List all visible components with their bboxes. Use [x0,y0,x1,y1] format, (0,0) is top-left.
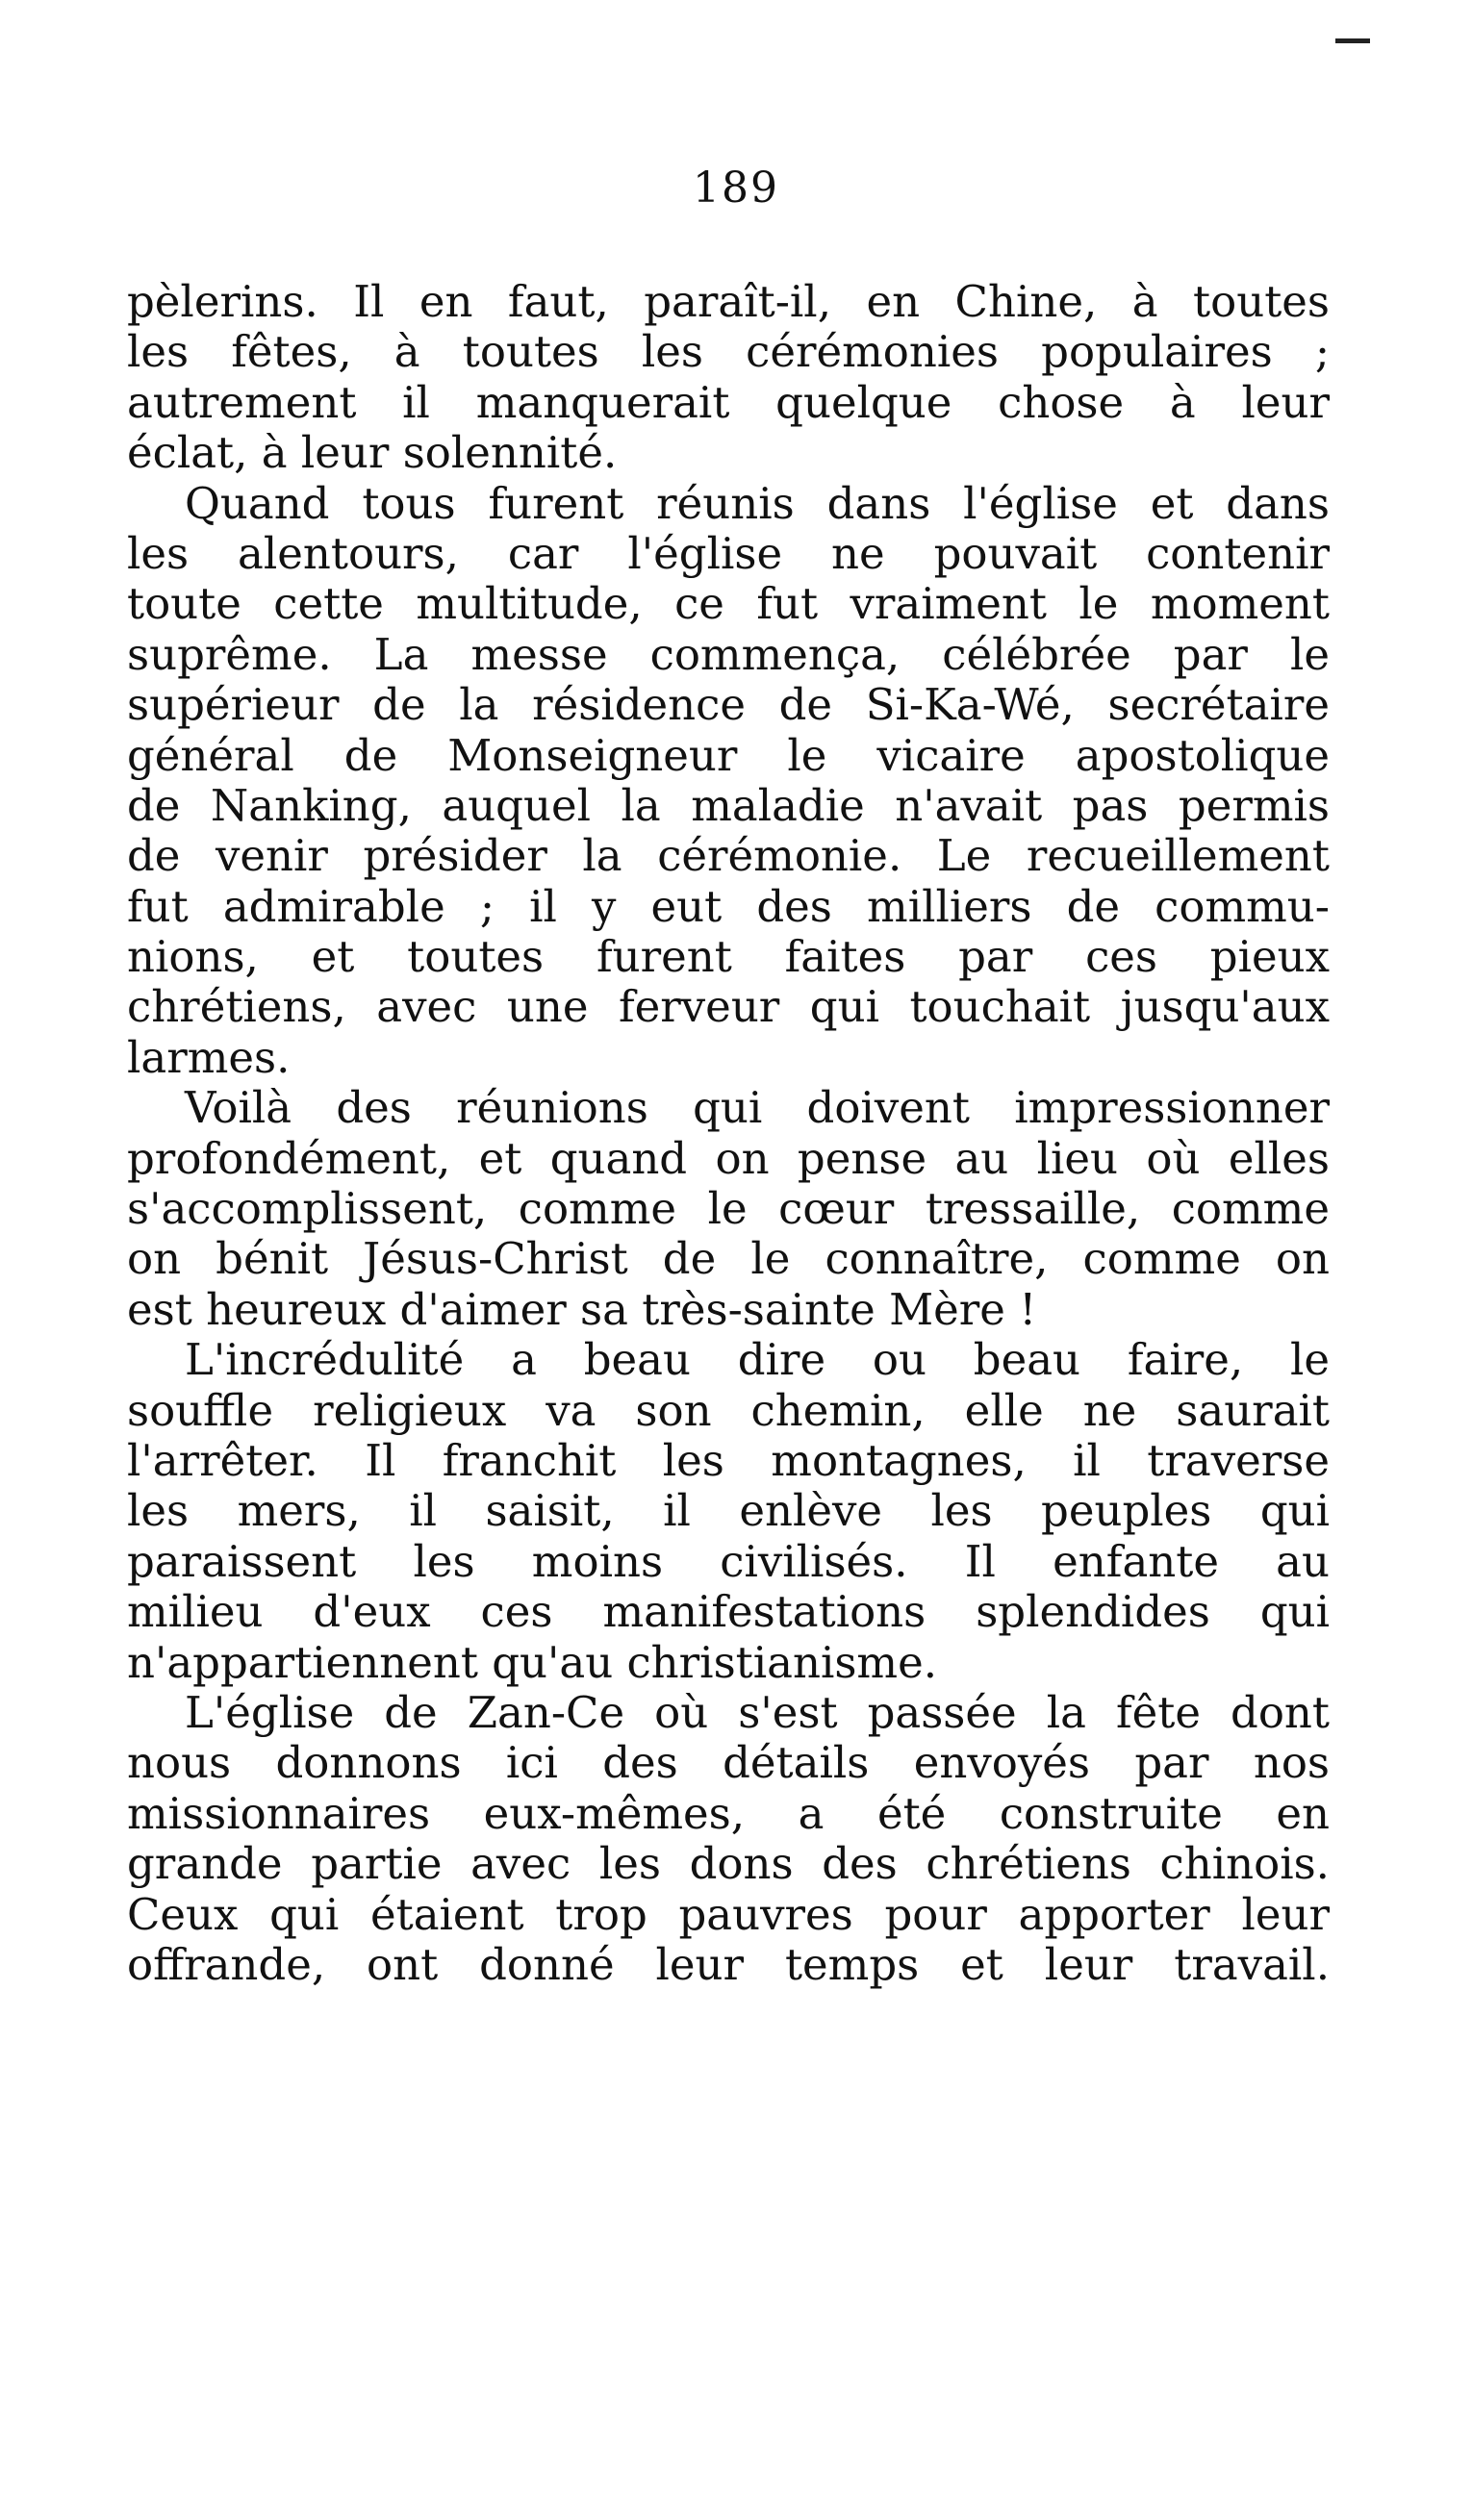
text-line: les fêtes, à toutes les cérémonies populaires ; [127,327,1330,378]
text-line: missionnaires eux-mêmes, a été construite en [127,1788,1330,1839]
text-line: L'incrédulité a beau dire ou beau faire, le [185,1335,1330,1386]
text-line: Voilà des réunions qui doivent impressionner [185,1083,1330,1134]
text-line: de venir présider la cérémonie. Le recueillement [127,831,1330,882]
text-line: de Nanking, auquel la maladie n'avait pas permis [127,780,1330,831]
body-text [127,277,1330,1990]
text-line: milieu d'eux ces manifestations splendides qui [127,1587,1330,1638]
text-line: L'église de Zan-Ce où s'est passée la fête dont [185,1687,1330,1738]
text-line: les mers, il saisit, il enlève les peuples qui [127,1486,1330,1537]
text-line: toute cette multitude, ce fut vraiment le moment [127,579,1330,630]
text-line: chrétiens, avec une ferveur qui touchait jusqu'aux [127,982,1330,1033]
text-line: Ceux qui étaient trop pauvres pour apporter leur [127,1889,1330,1940]
text-line: offrande, ont donné leur temps et leur travail. [127,1939,1330,1990]
text-line: grande partie avec les dons des chrétiens chinois. [127,1839,1330,1890]
text-line: est heureux d'aimer sa très-sainte Mère ! [127,1284,1037,1335]
text-line: pèlerins. Il en faut, paraît-il, en Chine, à toutes [127,277,1330,327]
page-number: 189 [693,164,779,213]
text-line: nions, et toutes furent faites par ces pieux [127,932,1330,983]
text-line: l'arrêter. Il franchit les montagnes, il traverse [127,1435,1330,1486]
text-line: Quand tous furent réunis dans l'église et dans [185,478,1330,529]
text-line: s'accomplissent, comme le cœur tressaille, comme [127,1184,1330,1235]
text-line: suprême. La messe commença, célébrée par le [127,629,1330,680]
text-line: les alentours, car l'église ne pouvait contenir [127,528,1330,579]
text-line: éclat, à leur solennité. [127,428,618,479]
text-line: fut admirable ; il y eut des milliers de commu- [127,881,1330,932]
text-line: on bénit Jésus-Christ de le connaître, comme on [127,1234,1330,1285]
text-line: supérieur de la résidence de Si-Ka-Wé, secrétaire [127,680,1330,731]
text-line: profondément, et quand on pense au lieu où elles [127,1133,1330,1184]
text-line: général de Monseigneur le vicaire apostolique [127,730,1330,781]
text-line: n'appartiennent qu'au christianisme. [127,1637,938,1688]
text-line: autrement il manquerait quelque chose à leur [127,377,1330,428]
text-line: paraissent les moins civilisés. Il enfante au [127,1536,1330,1587]
text-line: souffle religieux va son chemin, elle ne saurait [127,1385,1330,1436]
text-line: larmes. [127,1032,291,1083]
margin-mark [1335,38,1370,43]
text-line: nous donnons ici des détails envoyés par nos [127,1738,1330,1789]
